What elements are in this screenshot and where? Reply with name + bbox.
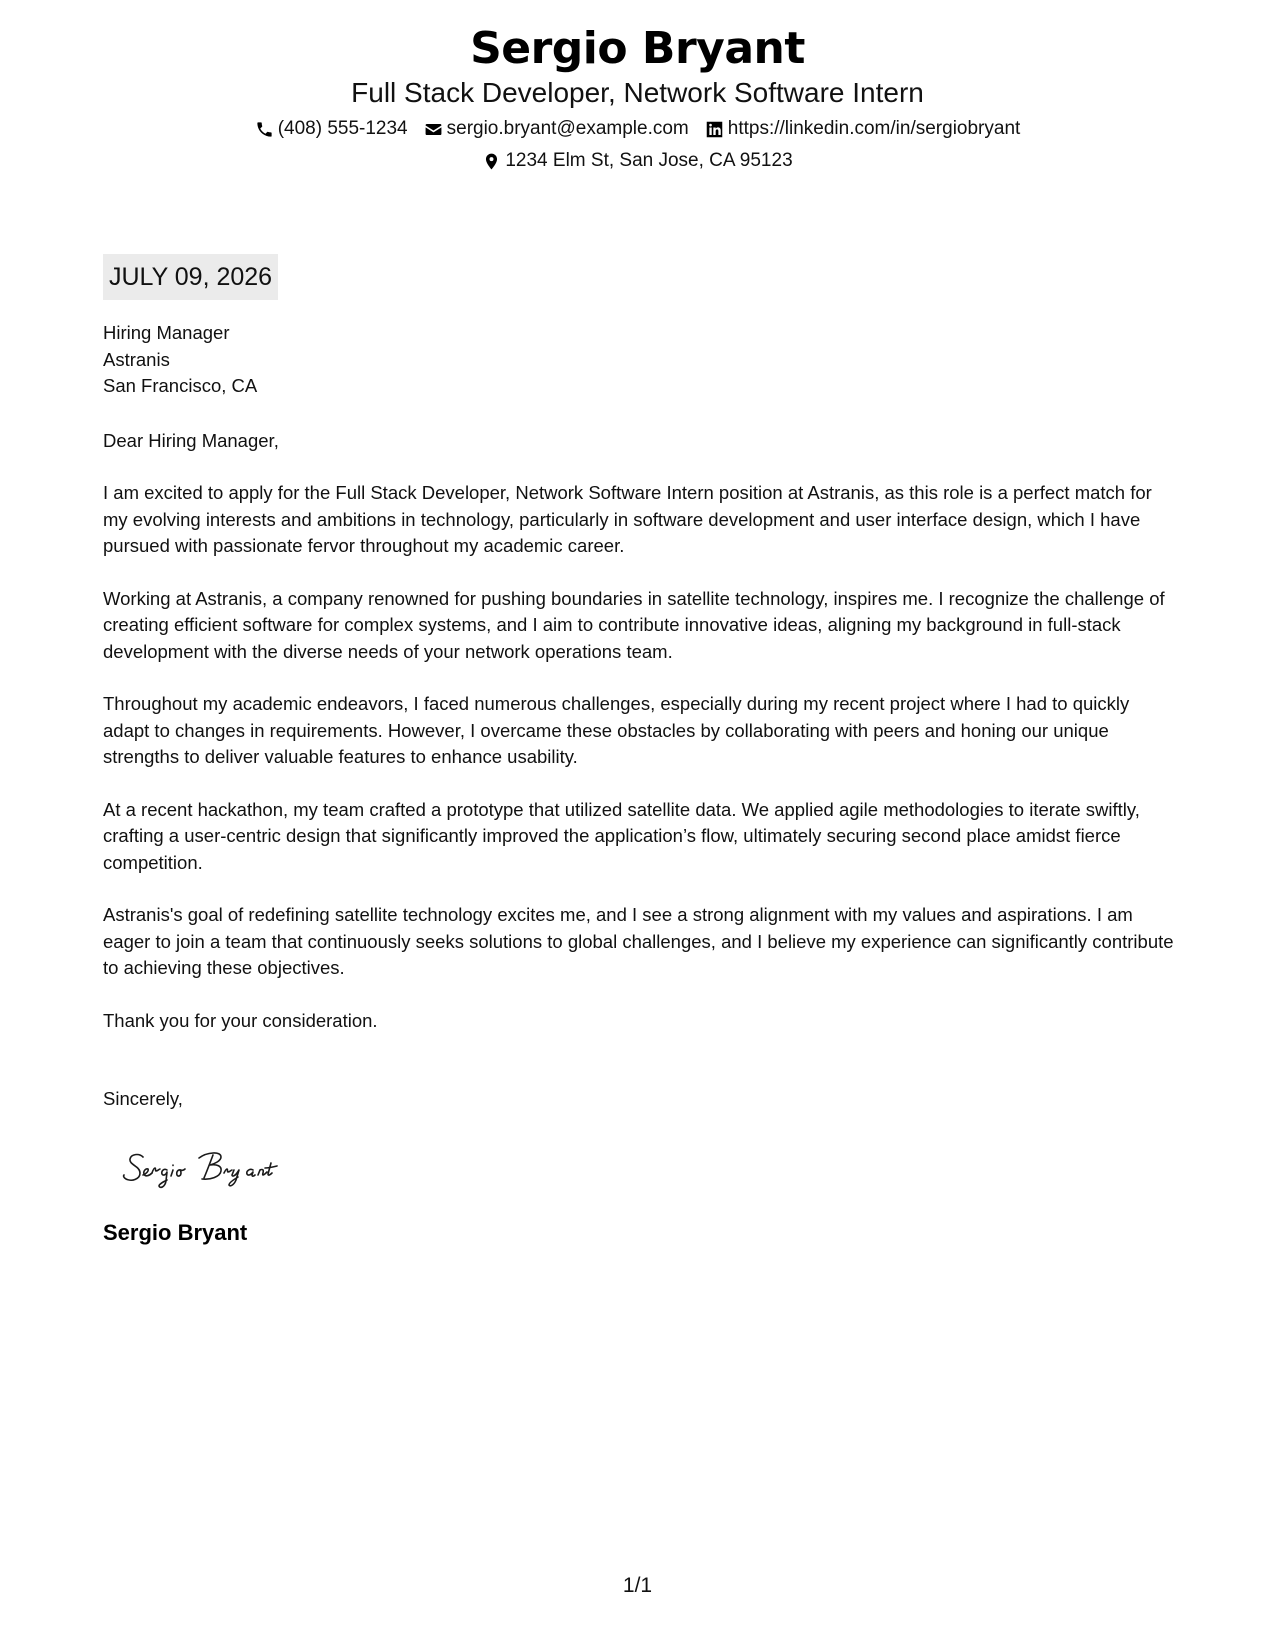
page-number: 1/1 bbox=[622, 1574, 653, 1597]
address-text: 1234 Elm St, San Jose, CA 95123 bbox=[505, 150, 793, 171]
linkedin-icon bbox=[705, 120, 724, 139]
phone-icon bbox=[255, 120, 274, 139]
letter-header bbox=[0, 22, 1275, 172]
body-paragraph: At a recent hackathon, my team crafted a prototype that utilized satellite data. We applied agile methodologies to iterate swiftly, crafting a user-centric design that significantly improved the application’s flow, ultimately securing second place amidst fierce competition. bbox=[103, 798, 1140, 873]
contact-email[interactable] bbox=[424, 118, 689, 140]
recipient-location: San Francisco, CA bbox=[103, 375, 258, 396]
contact-linkedin[interactable] bbox=[705, 118, 1021, 140]
envelope-icon bbox=[424, 120, 443, 139]
contact-row-primary bbox=[0, 118, 1275, 140]
map-pin-icon bbox=[482, 152, 501, 171]
recipient-name: Hiring Manager bbox=[103, 322, 230, 343]
body-paragraph: Working at Astranis, a company renowned for pushing boundaries in satellite technology, inspires me. I recognize the challenge of creating efficient software for complex systems, and I aim to contribute innovative ideas, aligning my background in full-stack development with the diverse needs of your network operations team. bbox=[103, 587, 1165, 662]
contact-row-address bbox=[0, 150, 1275, 172]
recipient-block bbox=[103, 320, 1178, 400]
body-paragraph: I am excited to apply for the Full Stack Developer, Network Software Intern position at Astranis, as this role is a perfect match for my evolving interests and ambitions in technology, particularly in software development and user interface design, which I have pursued with passionate fervor throughout my academic career. bbox=[103, 482, 1152, 556]
applicant-name: Sergio Bryant bbox=[470, 23, 805, 74]
linkedin-link[interactable]: https://linkedin.com/in/sergiobryant bbox=[727, 118, 1021, 139]
body-paragraph: Throughout my academic endeavors, I faced numerous challenges, especially during my recent project where I had to quickly adapt to changes in requirements. However, I overcame these obstacles by collaborating with peers and honing our unique strengths to deliver valuable features to enhance usability. bbox=[103, 693, 1130, 767]
handwritten-signature bbox=[121, 1143, 351, 1195]
body-paragraph: Thank you for your consideration. bbox=[103, 1009, 378, 1031]
body-paragraph: Astranis's goal of redefining satellite technology excites me, and I see a strong alignment with my values and aspirations. I am eager to join a team that continuously seeks solutions to global challenges, and I believe my experience can significantly contribute to achieving these objectives. bbox=[103, 904, 1174, 978]
salutation: Dear Hiring Manager, bbox=[103, 429, 279, 451]
letter-date: JULY 09, 2026 bbox=[103, 254, 278, 300]
letter-body bbox=[103, 320, 1178, 1247]
contact-address bbox=[482, 150, 792, 172]
applicant-title: Full Stack Developer, Network Software Intern bbox=[351, 77, 924, 108]
phone-text: (408) 555-1234 bbox=[277, 118, 408, 139]
recipient-company: Astranis bbox=[103, 348, 170, 370]
signer-name: Sergio Bryant bbox=[103, 1219, 248, 1245]
contact-phone bbox=[255, 118, 408, 140]
email-link[interactable]: sergio.bryant@example.com bbox=[446, 118, 689, 139]
closing: Sincerely, bbox=[103, 1088, 183, 1109]
